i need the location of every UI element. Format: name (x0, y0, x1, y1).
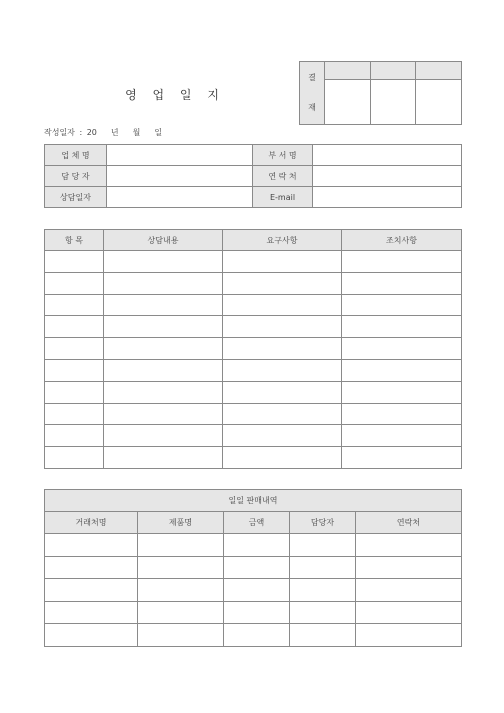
table-cell[interactable] (104, 425, 223, 447)
dept-label: 부 서 명 (253, 145, 313, 166)
approval-label-top: 결 (308, 73, 316, 82)
table-cell[interactable] (223, 316, 342, 338)
table-row (45, 272, 462, 294)
info-table (44, 144, 462, 208)
table-row (45, 624, 462, 647)
table-row (45, 534, 462, 557)
table-cell[interactable] (45, 425, 104, 447)
table-cell[interactable] (224, 556, 290, 579)
table-row (45, 294, 462, 316)
table-cell[interactable] (45, 294, 104, 316)
table-cell[interactable] (356, 624, 462, 647)
table-row (45, 403, 462, 425)
approval-header-cell (371, 62, 416, 80)
table-row (45, 447, 462, 469)
approval-sign-cell[interactable] (371, 80, 416, 125)
table-cell[interactable] (342, 294, 462, 316)
table-row (45, 359, 462, 381)
table-cell[interactable] (342, 381, 462, 403)
table-cell[interactable] (342, 359, 462, 381)
table-cell[interactable] (223, 272, 342, 294)
table-cell[interactable] (342, 251, 462, 273)
table-cell[interactable] (45, 251, 104, 273)
table-cell[interactable] (223, 403, 342, 425)
consult-date-label: 상담일자 (45, 187, 107, 208)
date-year-label: 년 (110, 128, 119, 137)
table-cell[interactable] (342, 272, 462, 294)
manager-label: 담 당 자 (45, 166, 107, 187)
table-cell[interactable] (104, 272, 223, 294)
contact-field[interactable] (313, 166, 462, 187)
table-cell[interactable] (356, 601, 462, 624)
table-cell[interactable] (45, 601, 138, 624)
table-row (45, 338, 462, 360)
table-row (45, 381, 462, 403)
approval-label-bottom: 재 (308, 103, 316, 112)
email-field[interactable] (313, 187, 462, 208)
table-cell[interactable] (290, 624, 356, 647)
table-cell[interactable] (223, 359, 342, 381)
table-cell[interactable] (138, 556, 224, 579)
consult-header-action: 조치사항 (342, 230, 462, 251)
date-prefix: 작성일자 : 20 (44, 128, 97, 137)
approval-sign-cell[interactable] (325, 80, 371, 125)
table-cell[interactable] (223, 425, 342, 447)
contact-label: 연 락 처 (253, 166, 313, 187)
consult-header-content: 상담내용 (104, 230, 223, 251)
document-title: 영 업 일 지 (125, 88, 225, 102)
table-cell[interactable] (290, 556, 356, 579)
table-cell[interactable] (138, 534, 224, 557)
sales-header-client: 거래처명 (45, 512, 138, 534)
table-cell[interactable] (356, 534, 462, 557)
consult-header-item: 항 목 (45, 230, 104, 251)
table-row (45, 601, 462, 624)
approval-sign-cell[interactable] (416, 80, 462, 125)
table-cell[interactable] (45, 338, 104, 360)
email-label: E-mail (253, 187, 313, 208)
table-row (45, 579, 462, 602)
consult-header-request: 요구사항 (223, 230, 342, 251)
manager-field[interactable] (107, 166, 253, 187)
table-cell[interactable] (45, 556, 138, 579)
approval-box (299, 61, 462, 125)
sales-header-amount: 금액 (224, 512, 290, 534)
table-cell[interactable] (223, 338, 342, 360)
table-cell[interactable] (104, 381, 223, 403)
table-cell[interactable] (342, 425, 462, 447)
table-row (45, 425, 462, 447)
table-cell[interactable] (45, 579, 138, 602)
sales-header-product: 제품명 (138, 512, 224, 534)
table-cell[interactable] (290, 601, 356, 624)
sales-header-contact: 연락처 (356, 512, 462, 534)
table-cell[interactable] (45, 381, 104, 403)
date-month-label: 월 (132, 128, 141, 137)
table-cell[interactable] (224, 579, 290, 602)
table-cell[interactable] (223, 381, 342, 403)
table-cell[interactable] (138, 601, 224, 624)
date-day-label: 일 (154, 128, 163, 137)
table-cell[interactable] (342, 403, 462, 425)
table-cell[interactable] (224, 601, 290, 624)
table-cell[interactable] (290, 579, 356, 602)
table-cell[interactable] (104, 359, 223, 381)
table-cell[interactable] (223, 251, 342, 273)
table-cell[interactable] (342, 338, 462, 360)
table-cell[interactable] (45, 534, 138, 557)
approval-header-cell (416, 62, 462, 80)
table-row (45, 251, 462, 273)
company-field[interactable] (107, 145, 253, 166)
table-cell[interactable] (138, 579, 224, 602)
table-cell[interactable] (224, 624, 290, 647)
consult-table (44, 229, 462, 469)
table-cell[interactable] (104, 316, 223, 338)
table-cell[interactable] (223, 447, 342, 469)
table-cell[interactable] (138, 624, 224, 647)
table-cell[interactable] (223, 294, 342, 316)
sales-table (44, 489, 462, 647)
table-cell[interactable] (45, 316, 104, 338)
table-cell[interactable] (356, 579, 462, 602)
consult-date-field[interactable] (107, 187, 253, 208)
table-cell[interactable] (104, 251, 223, 273)
sales-header-manager: 담당자 (290, 512, 356, 534)
table-cell[interactable] (224, 534, 290, 557)
approval-header-cell (325, 62, 371, 80)
table-row (45, 556, 462, 579)
date-line (44, 127, 176, 138)
table-cell[interactable] (45, 403, 104, 425)
table-cell[interactable] (45, 272, 104, 294)
table-cell[interactable] (342, 447, 462, 469)
table-cell[interactable] (45, 447, 104, 469)
table-cell[interactable] (104, 447, 223, 469)
table-cell[interactable] (356, 556, 462, 579)
table-cell[interactable] (104, 403, 223, 425)
table-cell[interactable] (342, 316, 462, 338)
company-label: 업 체 명 (45, 145, 107, 166)
table-cell[interactable] (45, 359, 104, 381)
table-cell[interactable] (104, 294, 223, 316)
table-row (45, 316, 462, 338)
dept-field[interactable] (313, 145, 462, 166)
table-cell[interactable] (290, 534, 356, 557)
table-cell[interactable] (45, 624, 138, 647)
sales-title: 일일 판매내역 (45, 490, 462, 512)
table-cell[interactable] (104, 338, 223, 360)
approval-label (300, 62, 325, 125)
